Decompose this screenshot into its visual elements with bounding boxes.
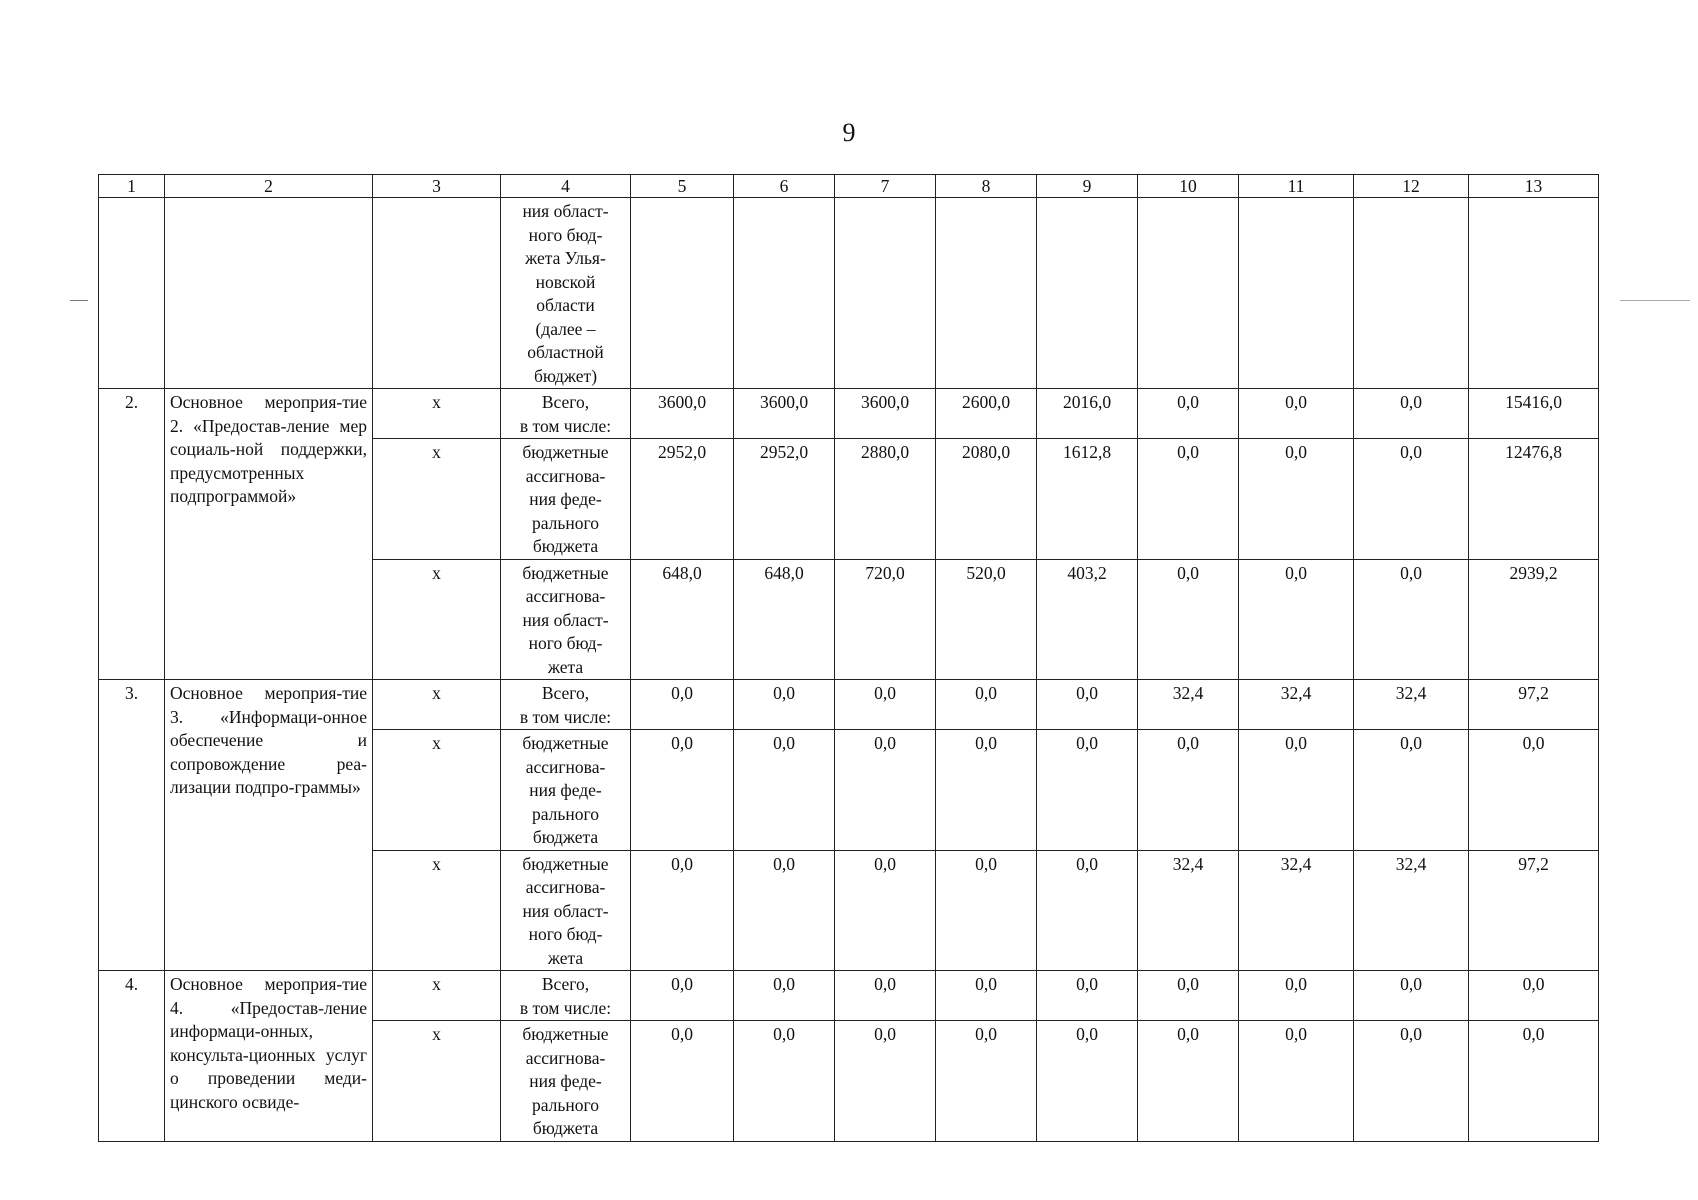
activity-name-cell: Основное мероприя-тие 3. «Информаци-онное обеспечение и сопровождение реа-лизации подпро-граммы» — [165, 680, 373, 971]
source-line: бюджетные — [522, 733, 609, 753]
header-cell-1: 1 — [99, 175, 165, 198]
source-line: бюджетные — [522, 442, 609, 462]
value-cell: 520,0 — [936, 559, 1037, 680]
value-cell: 0,0 — [835, 730, 936, 851]
value-cell: 15416,0 — [1469, 389, 1599, 439]
funding-source-cell — [501, 198, 631, 389]
value-cell: 648,0 — [734, 559, 835, 680]
value-cell: 0,0 — [1469, 1021, 1599, 1142]
header-cell-6: 6 — [734, 175, 835, 198]
value-cell: 3600,0 — [631, 389, 734, 439]
source-line: бюджета — [532, 827, 599, 847]
source-line: ного бюд- — [528, 224, 603, 245]
source-line: ния област- — [522, 900, 609, 921]
value-cell: 2939,2 — [1469, 559, 1599, 680]
value-cell — [936, 198, 1037, 389]
activity-name-cell — [165, 198, 373, 389]
source-line: области — [536, 295, 595, 315]
source-line: жета — [547, 947, 584, 968]
value-cell: 32,4 — [1354, 680, 1469, 730]
source-line: областной — [527, 342, 604, 362]
value-cell: 0,0 — [1037, 850, 1138, 971]
header-cell-12: 12 — [1354, 175, 1469, 198]
value-cell: 0,0 — [835, 1021, 936, 1142]
value-cell: 0,0 — [1469, 971, 1599, 1021]
row-number-cell: 2. — [99, 389, 165, 680]
value-cell: 720,0 — [835, 559, 936, 680]
value-cell: 0,0 — [734, 730, 835, 851]
source-line: ния област- — [522, 201, 609, 221]
funding-source-cell — [501, 680, 631, 730]
value-cell: 0,0 — [734, 680, 835, 730]
value-cell: 0,0 — [631, 680, 734, 730]
source-line: жета — [547, 656, 584, 677]
value-cell: 2880,0 — [835, 439, 936, 560]
header-cell-13: 13 — [1469, 175, 1599, 198]
value-cell: 0,0 — [1037, 730, 1138, 851]
value-cell: 0,0 — [1239, 730, 1354, 851]
source-line: ния феде- — [529, 780, 602, 800]
value-cell: 403,2 — [1037, 559, 1138, 680]
value-cell — [1469, 198, 1599, 389]
source-line: в том числе: — [519, 415, 612, 436]
funding-source-cell — [501, 1021, 631, 1142]
source-line: ного бюд- — [528, 924, 603, 944]
value-cell: 0,0 — [1037, 971, 1138, 1021]
row-number-cell — [99, 198, 165, 389]
source-line: Всего, — [541, 392, 590, 412]
value-cell — [734, 198, 835, 389]
mark-cell — [373, 198, 501, 389]
value-cell: 0,0 — [1354, 559, 1469, 680]
value-cell: 0,0 — [835, 850, 936, 971]
value-cell — [631, 198, 734, 389]
source-line: Всего, — [541, 974, 590, 994]
source-line: ния феде- — [529, 489, 602, 509]
value-cell: 0,0 — [1138, 971, 1239, 1021]
row-number-cell: 3. — [99, 680, 165, 971]
table-row — [99, 680, 1599, 730]
value-cell — [1239, 198, 1354, 389]
value-cell: 0,0 — [631, 971, 734, 1021]
mark-cell: x — [373, 559, 501, 680]
header-cell-11: 11 — [1239, 175, 1354, 198]
value-cell: 0,0 — [1138, 559, 1239, 680]
value-cell — [835, 198, 936, 389]
scan-mark-left — [70, 300, 88, 301]
value-cell: 0,0 — [835, 680, 936, 730]
header-cell-7: 7 — [835, 175, 936, 198]
value-cell: 0,0 — [631, 1021, 734, 1142]
value-cell: 2080,0 — [936, 439, 1037, 560]
value-cell: 0,0 — [936, 1021, 1037, 1142]
mark-cell: x — [373, 389, 501, 439]
funding-source-cell — [501, 971, 631, 1021]
value-cell: 0,0 — [835, 971, 936, 1021]
value-cell: 0,0 — [734, 850, 835, 971]
table-header — [99, 175, 1599, 198]
header-cell-8: 8 — [936, 175, 1037, 198]
source-line: бюджетные — [522, 853, 609, 874]
source-line: ного бюд- — [528, 633, 603, 653]
mark-cell: x — [373, 971, 501, 1021]
value-cell: 0,0 — [1239, 559, 1354, 680]
mark-cell: x — [373, 439, 501, 560]
value-cell: 0,0 — [936, 680, 1037, 730]
source-line: ассигнова- — [525, 1047, 606, 1068]
source-line: рального — [532, 512, 599, 533]
value-cell: 0,0 — [734, 1021, 835, 1142]
value-cell: 32,4 — [1354, 850, 1469, 971]
scan-mark-right — [1620, 300, 1690, 301]
table-row — [99, 389, 1599, 439]
value-cell — [1138, 198, 1239, 389]
value-cell: 0,0 — [631, 730, 734, 851]
value-cell: 0,0 — [1354, 389, 1469, 439]
source-line: рального — [532, 803, 599, 824]
value-cell: 0,0 — [1354, 971, 1469, 1021]
value-cell: 2016,0 — [1037, 389, 1138, 439]
value-cell: 12476,8 — [1469, 439, 1599, 560]
value-cell: 32,4 — [1239, 680, 1354, 730]
value-cell: 97,2 — [1469, 850, 1599, 971]
source-line: (далее – — [535, 318, 596, 339]
source-line: ассигнова- — [525, 586, 606, 606]
value-cell: 3600,0 — [835, 389, 936, 439]
source-line: в том числе: — [519, 706, 612, 727]
mark-cell: x — [373, 850, 501, 971]
funding-source-cell — [501, 559, 631, 680]
value-cell: 0,0 — [1354, 439, 1469, 560]
value-cell — [1037, 198, 1138, 389]
source-line: жета Улья- — [525, 248, 606, 268]
value-cell: 3600,0 — [734, 389, 835, 439]
value-cell — [1354, 198, 1469, 389]
value-cell: 0,0 — [1138, 389, 1239, 439]
value-cell: 0,0 — [1239, 439, 1354, 560]
row-number-cell: 4. — [99, 971, 165, 1142]
value-cell: 97,2 — [1469, 680, 1599, 730]
value-cell: 0,0 — [936, 850, 1037, 971]
page-number: 9 — [842, 118, 856, 147]
value-cell: 2952,0 — [631, 439, 734, 560]
value-cell: 2600,0 — [936, 389, 1037, 439]
source-line: рального — [532, 1094, 599, 1115]
value-cell: 32,4 — [1239, 850, 1354, 971]
source-line: ассигнова- — [525, 877, 606, 897]
funding-source-cell — [501, 850, 631, 971]
value-cell: 0,0 — [1239, 971, 1354, 1021]
source-line: ния област- — [522, 609, 609, 630]
mark-cell: x — [373, 1021, 501, 1142]
source-line: Всего, — [541, 683, 590, 703]
activity-name-cell: Основное мероприя-тие 4. «Предостав-ление информаци-онных, консульта-ционных услуг о проведении меди-цинского освиде- — [165, 971, 373, 1142]
table-row — [99, 971, 1599, 1021]
value-cell: 0,0 — [631, 850, 734, 971]
activity-name-cell: Основное мероприя-тие 2. «Предостав-ление мер социаль-ной поддержки, предусмотренных подпрограммой» — [165, 389, 373, 680]
header-cell-2: 2 — [165, 175, 373, 198]
value-cell: 648,0 — [631, 559, 734, 680]
value-cell: 0,0 — [734, 971, 835, 1021]
value-cell: 0,0 — [936, 971, 1037, 1021]
value-cell: 0,0 — [936, 730, 1037, 851]
header-cell-9: 9 — [1037, 175, 1138, 198]
header-cell-4: 4 — [501, 175, 631, 198]
value-cell: 0,0 — [1138, 730, 1239, 851]
value-cell: 32,4 — [1138, 850, 1239, 971]
value-cell: 2952,0 — [734, 439, 835, 560]
header-cell-5: 5 — [631, 175, 734, 198]
value-cell: 0,0 — [1354, 1021, 1469, 1142]
source-line: бюджетные — [522, 1024, 609, 1044]
header-row — [99, 175, 1599, 198]
budget-table — [98, 174, 1599, 1142]
source-line: новской — [535, 271, 596, 292]
funding-source-cell — [501, 730, 631, 851]
header-cell-10: 10 — [1138, 175, 1239, 198]
value-cell: 0,0 — [1354, 730, 1469, 851]
value-cell: 1612,8 — [1037, 439, 1138, 560]
source-line: бюджета — [532, 1118, 599, 1138]
source-line: бюджетные — [522, 562, 609, 583]
value-cell: 0,0 — [1138, 1021, 1239, 1142]
value-cell: 0,0 — [1138, 439, 1239, 560]
value-cell: 0,0 — [1037, 1021, 1138, 1142]
value-cell: 0,0 — [1239, 389, 1354, 439]
funding-source-cell — [501, 389, 631, 439]
mark-cell: x — [373, 680, 501, 730]
header-cell-3: 3 — [373, 175, 501, 198]
value-cell: 0,0 — [1037, 680, 1138, 730]
source-line: в том числе: — [519, 997, 612, 1018]
continuation-row — [99, 198, 1599, 389]
source-line: бюджет) — [533, 365, 598, 386]
source-line: ассигнова- — [525, 756, 606, 777]
value-cell: 0,0 — [1469, 730, 1599, 851]
mark-cell: x — [373, 730, 501, 851]
source-line: ния феде- — [529, 1071, 602, 1091]
source-line: бюджета — [532, 536, 599, 556]
value-cell: 32,4 — [1138, 680, 1239, 730]
table-body — [99, 198, 1599, 1142]
source-line: ассигнова- — [525, 465, 606, 486]
value-cell: 0,0 — [1239, 1021, 1354, 1142]
funding-source-cell — [501, 439, 631, 560]
